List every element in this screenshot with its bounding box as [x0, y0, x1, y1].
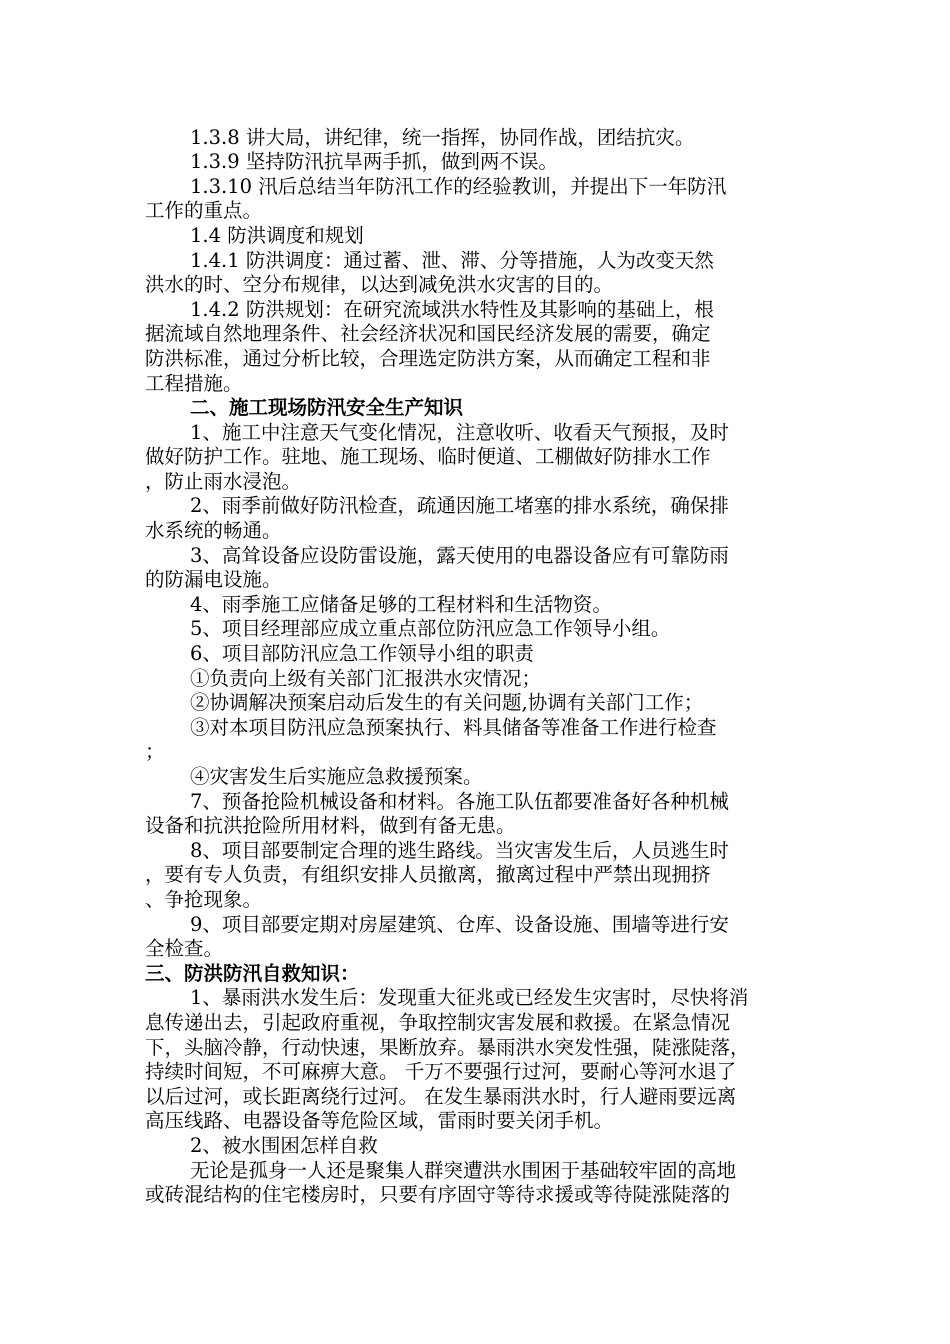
text-line: 做好防护工作。驻地、施工现场、临时便道、工棚做好防排水工作	[145, 445, 711, 468]
text-line: 1.3.10 汛后总结当年防汛工作的经验教训，并提出下一年防汛	[190, 175, 727, 198]
text-line: 据流域自然地理条件、社会经济状况和国民经济发展的需要，确定	[145, 322, 711, 345]
text-line: 全检查。	[145, 937, 224, 960]
text-line: 下，头脑冷静，行动快速，果断放弃。暴雨洪水突发性强，陡涨陡落，	[145, 1036, 750, 1059]
text-line: 设备和抗洪抢险所用材料，做到有备无患。	[145, 814, 516, 837]
text-line: 2、雨季前做好防汛检查，疏通因施工堵塞的排水系统，确保排	[190, 494, 729, 517]
section-heading: 二、施工现场防汛安全生产知识	[190, 396, 464, 419]
text-line: 2、被水围困怎样自救	[190, 1134, 378, 1157]
text-line: 5、项目经理部应成立重点部位防汛应急工作领导小组。	[190, 617, 671, 640]
section-heading: 三、防洪防汛自救知识：	[145, 962, 360, 985]
text-line: 防洪标准，通过分析比较，合理选定防洪方案，从而确定工程和非	[145, 347, 711, 370]
text-line: 或砖混结构的住宅楼房时，只要有序固守等待求援或等待陡涨陡落的	[145, 1183, 731, 1206]
text-line: 1、暴雨洪水发生后：发现重大征兆或已经发生灾害时，尽快将消	[190, 986, 749, 1009]
text-line: 1.4.1 防洪调度：通过蓄、泄、滞、分等措施，人为改变天然	[190, 249, 714, 272]
text-line: 7、预备抢险机械设备和材料。各施工队伍都要准备好各种机械	[190, 790, 729, 813]
text-line: 、争抢现象。	[145, 888, 263, 911]
text-line: 8、项目部要制定合理的逃生路线。当灾害发生后，人员逃生时	[190, 839, 729, 862]
text-line: 持续时间短，不可麻痹大意。 千万不要强行过河，要耐心等河水退了	[145, 1060, 737, 1083]
list-item: ②协调解决预案启动后发生的有关问题,协调有关部门工作；	[190, 691, 704, 714]
text-line: 无论是孤身一人还是聚集人群突遭洪水围困于基础较牢固的高地	[190, 1159, 737, 1182]
text-line: 1.4.2 防洪规划：在研究流域洪水特性及其影响的基础上，根	[190, 298, 714, 321]
text-line: 1、施工中注意天气变化情况，注意收听、收看天气预报，及时	[190, 421, 729, 444]
text-line: ，防止雨水浸泡。	[145, 470, 302, 493]
text-line: ；	[145, 740, 165, 763]
text-line: 9、项目部要定期对房屋建筑、仓库、设备设施、围墙等进行安	[190, 913, 729, 936]
text-line: 洪水的时、空分布规律，以达到减免洪水灾害的目的。	[145, 273, 614, 296]
text-line: 3、高耸设备应设防雷设施，露天使用的电器设备应有可靠防雨	[190, 544, 729, 567]
text-line: 4、雨季施工应储备足够的工程材料和生活物资。	[190, 593, 612, 616]
section-heading: 1.4 防洪调度和规划	[190, 224, 364, 247]
text-line: 1.3.9 坚持防汛抗旱两手抓，做到两不误。	[190, 150, 558, 173]
text-line: 的防漏电设施。	[145, 568, 282, 591]
list-item: ④灾害发生后实施应急救援预案。	[190, 765, 483, 788]
text-line: 息传递出去，引起政府重视，争取控制灾害发展和救援。在紧急情况	[145, 1011, 731, 1034]
list-item: ①负责向上级有关部门汇报洪水灾情况；	[190, 667, 542, 690]
text-line: 6、项目部防汛应急工作领导小组的职责	[190, 642, 534, 665]
text-line: 1.3.8 讲大局，讲纪律，统一指挥，协同作战，团结抗灾。	[190, 126, 695, 149]
list-item: ③对本项目防汛应急预案执行、料具储备等准备工作进行检查	[190, 716, 717, 739]
text-line: 工程措施。	[145, 372, 243, 395]
text-line: 水系统的畅通。	[145, 519, 282, 542]
text-line: 工作的重点。	[145, 199, 263, 222]
text-line: 以后过河，或长距离绕行过河。 在发生暴雨洪水时，行人避雨要远离	[145, 1085, 737, 1108]
text-line: 高压线路、电器设备等危险区域，雷雨时要关闭手机。	[145, 1109, 614, 1132]
text-line: ，要有专人负责，有组织安排人员撤离，撤离过程中严禁出现拥挤	[145, 863, 711, 886]
